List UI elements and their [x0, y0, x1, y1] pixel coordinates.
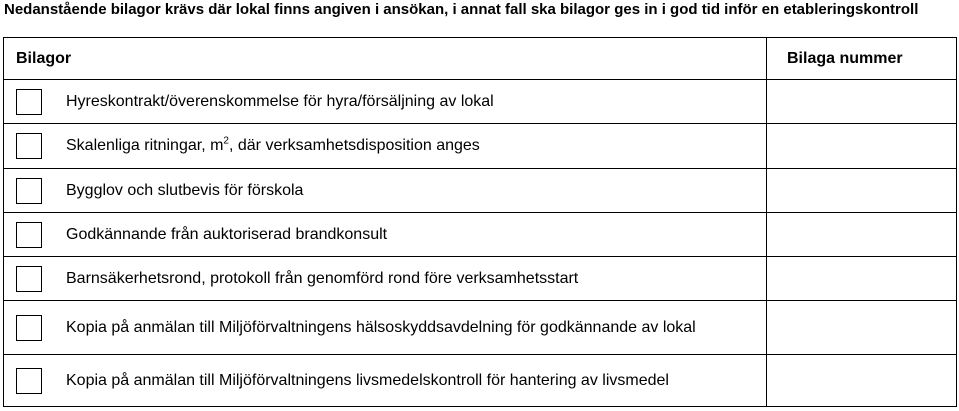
checkbox-food-control-notice[interactable] [16, 368, 42, 394]
attachment-label-main: Skalenliga ritningar, m [66, 137, 224, 154]
table-row [4, 124, 957, 169]
attachment-number-field[interactable] [767, 257, 957, 301]
attachment-item [4, 124, 767, 169]
attachment-number-field[interactable] [767, 124, 957, 169]
superscript-two: 2 [223, 135, 229, 147]
checkbox-building-permit[interactable] [16, 178, 42, 204]
attachment-item [4, 169, 767, 213]
header-attachment-number: Bilaga nummer [767, 38, 957, 80]
attachment-number-field[interactable] [767, 301, 957, 355]
table-row [4, 213, 957, 257]
table-row [4, 355, 957, 407]
checkbox-scale-drawings[interactable] [16, 133, 42, 159]
table-header-row [4, 38, 957, 80]
attachment-item [4, 355, 767, 407]
attachment-number-field[interactable] [767, 169, 957, 213]
table-row [4, 169, 957, 213]
checkbox-lease-contract[interactable] [16, 89, 42, 115]
table-row [4, 257, 957, 301]
attachment-item [4, 80, 767, 124]
attachment-label [66, 136, 766, 156]
attachment-number-field[interactable] [767, 213, 957, 257]
attachment-number-field[interactable] [767, 355, 957, 407]
attachment-label: Bygglov och slutbevis för förskola [66, 181, 304, 199]
attachment-item [4, 213, 767, 257]
attachment-label: Kopia på anmälan till Miljöförvaltningens livsmedelskontroll för hantering av livsmedel [66, 371, 669, 389]
attachment-number-field[interactable] [767, 80, 957, 124]
attachment-label: Godkännande från auktoriserad brandkonsult [66, 225, 388, 243]
attachment-label: Hyreskontrakt/överenskommelse för hyra/försäljning av lokal [66, 92, 494, 110]
attachment-label-suffix: , där verksamhetsdisposition anges [228, 137, 480, 154]
attachment-label: Kopia på anmälan till Miljöförvaltningens hälsoskyddsavdelning för godkännande av lokal [66, 318, 696, 336]
checkbox-child-safety-round[interactable] [16, 266, 42, 292]
table-row [4, 80, 957, 124]
attachment-item [4, 257, 767, 301]
attachments-table [3, 37, 957, 407]
checkbox-fire-consultant-approval[interactable] [16, 222, 42, 248]
checkbox-health-protection-notice[interactable] [16, 315, 42, 341]
attachment-item [4, 301, 767, 355]
attachment-label: Barnsäkerhetsrond, protokoll från genomförd rond före verksamhetsstart [66, 269, 579, 287]
table-row [4, 301, 957, 355]
section-heading: Nedanstående bilagor krävs där lokal finns angiven i ansökan, i annat fall ska bilagor ges in i god tid inför en etableringskontroll [4, 1, 919, 18]
header-attachments: Bilagor [4, 38, 767, 80]
